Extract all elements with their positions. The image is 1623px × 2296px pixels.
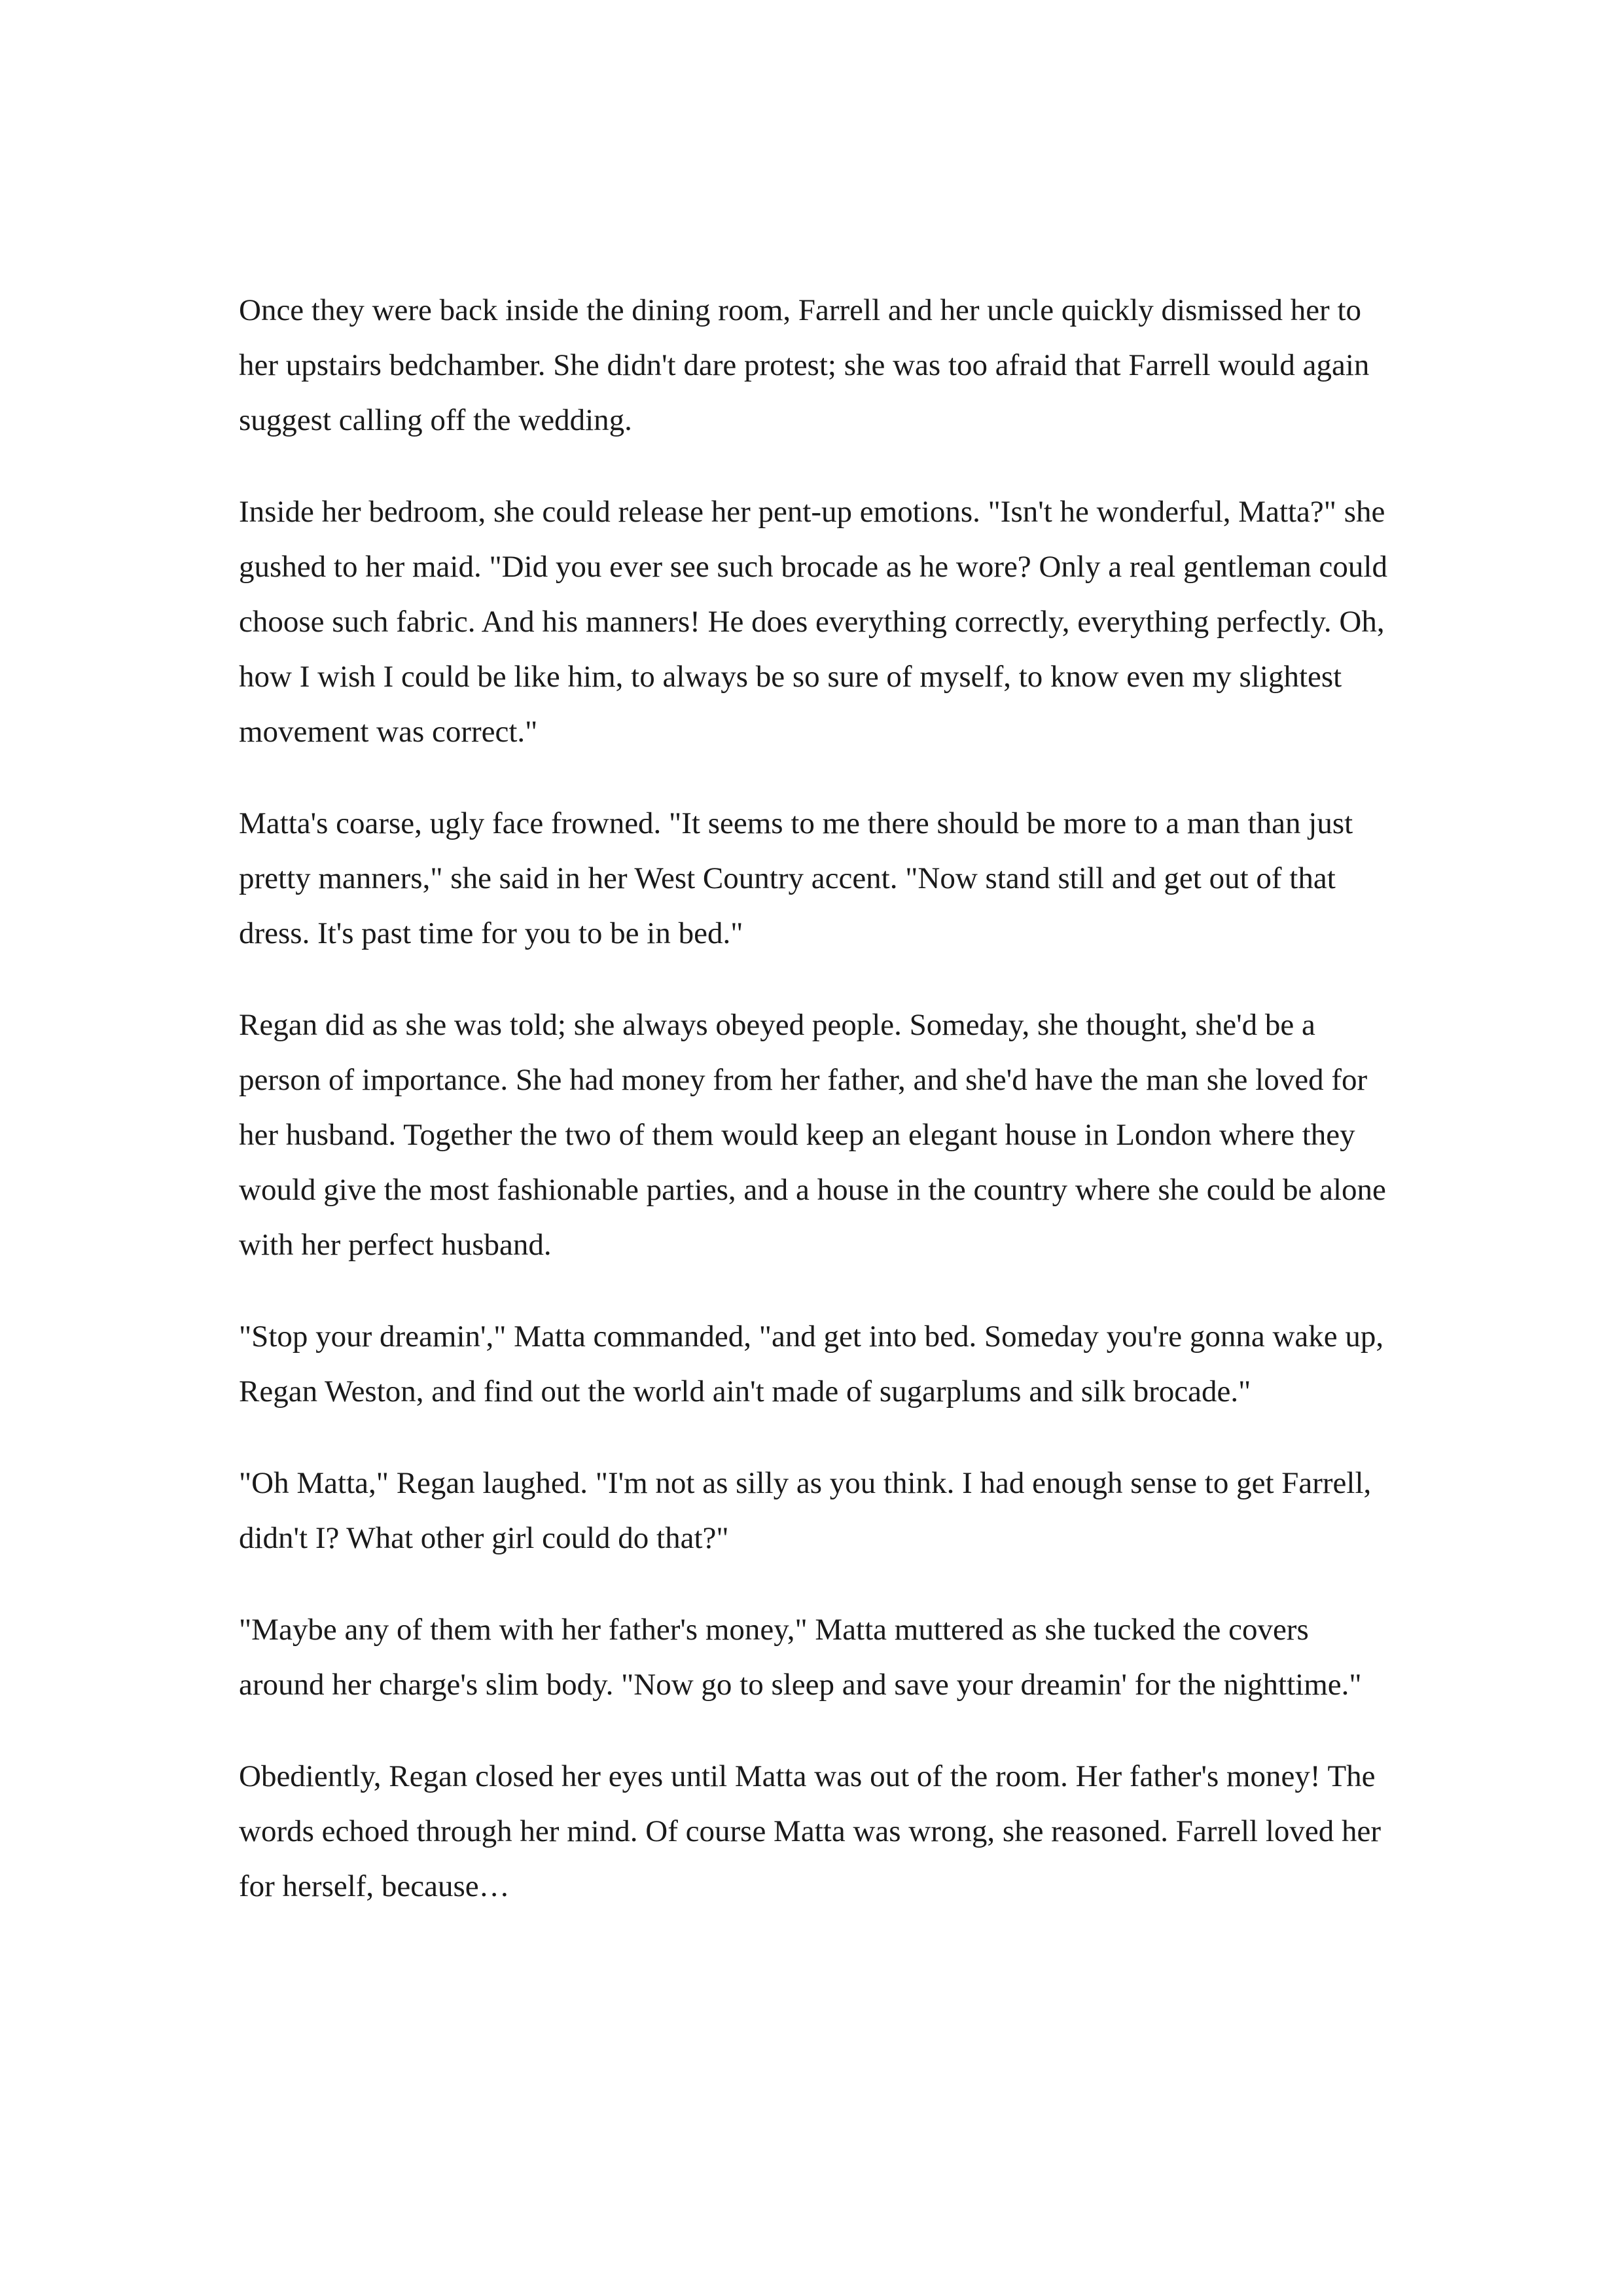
paragraph: Matta's coarse, ugly face frowned. "It seems to me there should be more to a man than just pretty manners," she said in her West Country accent. "Now stand still and get out of that dress. It's past time for you to be in bed." <box>239 806 1353 950</box>
body-text <box>239 283 1391 1914</box>
paragraph: "Maybe any of them with her father's money," Matta muttered as she tucked the covers around her charge's slim body. "Now go to sleep and save your dreamin' for the nighttime." <box>239 1613 1362 1702</box>
paragraph: "Stop your dreamin'," Matta commanded, "and get into bed. Someday you're gonna wake up, Regan Weston, and find out the world ain't made of sugarplums and silk brocade." <box>239 1319 1384 1408</box>
paragraph: Regan did as she was told; she always obeyed people. Someday, she thought, she'd be a person of importance. She had money from her father, and she'd have the man she loved for her husband. Together the two of them would keep an elegant house in London where they would give the most fashionable parties, and a house in the country where she could be alone with her perfect husband. <box>239 1008 1386 1262</box>
paragraph: Obediently, Regan closed her eyes until Matta was out of the room. Her father's money! The words echoed through her mind. Of course Matta was wrong, she reasoned. Farrell loved her for herself, because… <box>239 1759 1382 1903</box>
paragraph: "Oh Matta," Regan laughed. "I'm not as silly as you think. I had enough sense to get Farrell, didn't I? What other girl could do that?" <box>239 1466 1372 1555</box>
paragraph: Inside her bedroom, she could release her pent-up emotions. "Isn't he wonderful, Matta?" she gushed to her maid. "Did you ever see such brocade as he wore? Only a real gentleman could choose such fabric. And his manners! He does everything correctly, everything perfectly. Oh, how I wish I could be like him, to always be so sure of myself, to know even my slightest movement was correct." <box>239 495 1387 749</box>
paragraph: Once they were back inside the dining room, Farrell and her uncle quickly dismissed her to her upstairs bedchamber. She didn't dare protest; she was too afraid that Farrell would again suggest calling off the wedding. <box>239 293 1370 437</box>
